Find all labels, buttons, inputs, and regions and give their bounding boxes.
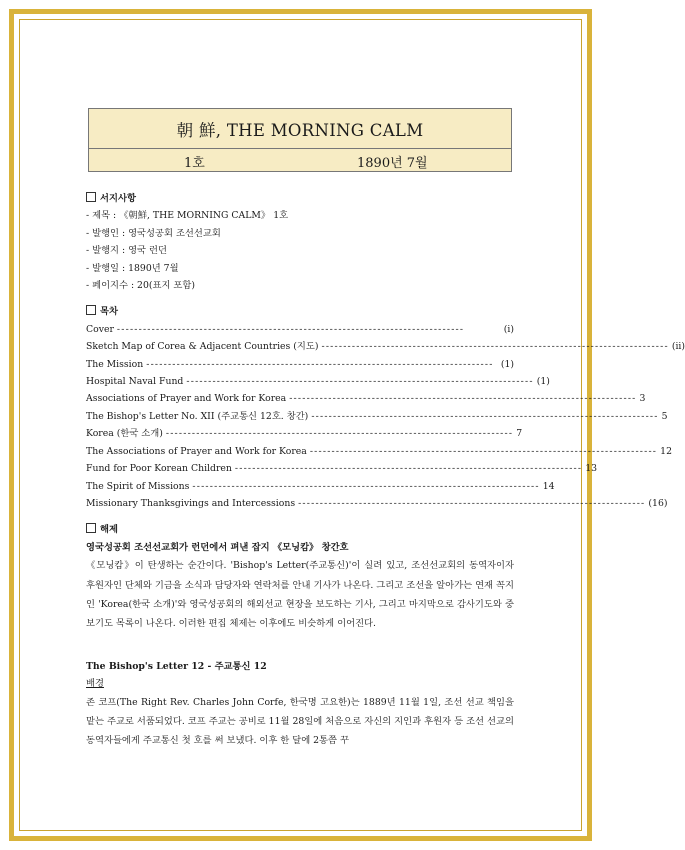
toc-entry-title: Associations of Prayer and Work for Korea [86,393,287,405]
toc-entry-page: (ii) [671,341,685,353]
toc-entry-title: Missionary Thanksgivings and Intercessions [86,497,296,509]
bibliography-line: - 발행지 : 영국 런던 [86,245,167,257]
toc-heading: 목차 [86,303,514,320]
toc-entry-page: (16) [648,497,668,509]
toc-entry-page: (1) [536,376,550,388]
issue-row [89,149,511,172]
toc-entry [86,356,514,373]
toc-entry [86,390,646,407]
toc-dash-leader: -------------------------------------------------------------------------------- [186,376,534,388]
letter-body: 존 코프(The Right Rev. Charles John Corfe, 한국명 고요한)는 1889년 11월 1일, 조선 선교 책임을 맡는 주교로 서품되었다. 코프 주교는 공비로 11월 28일에 처음으로 자신의 지인과 후원자 등 조선 선교의 동역자들에게 주교통신 첫 호를 써 보냈다. 이후 한 달에 2통쯤 꾸 [86,696,514,747]
commentary-subtitle: 영국성공회 조선선교회가 런던에서 펴낸 잡지 《모닝캄》 창간호 [86,541,349,553]
toc-entry [86,443,672,460]
bibliography-line: - 페이지수 : 20(표지 포함) [86,280,196,292]
commentary-body: 《모닝캄》이 탄생하는 순간이다. 'Bishop's Letter(주교통신)'이 실려 있고, 조선선교회의 동역자이자 후원자인 단체와 기금을 소식과 담당자와 연락처를 안내 기사가 나온다. 그리고 조선을 알아가는 연재 꼭지인 'Korea(한국 소개)'와 영국성공회의 해외선교 현장을 보도하는 기사, 그리고 마지막으로 감사기도와 중보기도 목록이 나온다. 이러한 편집 체제는 이후에도 비슷하게 이어진다. [86,560,514,630]
letter-title: The Bishop's Letter 12 - 주교통신 12 [86,660,267,672]
toc-dash-leader: -------------------------------------------------------------------------------- [234,463,583,475]
toc-entry-title: Sketch Map of Corea & Adjacent Countries (지도) [86,341,319,353]
toc-entry-page: 14 [542,480,555,492]
title-box [88,108,512,172]
toc-entry-title: Korea (한국 소개) [86,428,163,440]
document-body [86,190,685,751]
toc-entry-title: The Spirit of Missions [86,480,190,492]
toc-dash-leader: -------------------------------------------------------------------------------- [146,358,494,370]
toc-dash-leader: -------------------------------------------------------------------------------- [165,428,514,440]
toc-entry-title: The Mission [86,358,144,370]
checkbox-square-icon [86,523,96,533]
toc-entry [86,373,550,390]
bibliography-heading: 서지사항 [86,190,514,207]
letter-background-label: 배경 [86,678,104,690]
journal-title: 朝 鮮, THE MORNING CALM [89,109,511,149]
bibliography-line: - 발행일 : 1890년 7월 [86,262,179,274]
toc-entry [86,495,668,512]
toc-entry-title: Hospital Naval Fund [86,376,184,388]
toc-entry-page: (1) [500,358,514,370]
toc-entry [86,460,598,477]
toc-entry-title: Cover [86,323,114,335]
toc-dash-leader: -------------------------------------------------------------------------------- [311,410,659,422]
toc-entry [86,408,668,425]
toc-entry-title: Fund for Poor Korean Children [86,463,232,475]
toc-entry-page: 13 [585,463,598,475]
toc-dash-leader: -------------------------------------------------------------------------------- [321,341,669,353]
commentary-heading: 해제 [86,521,514,538]
checkbox-square-icon [86,192,96,202]
toc-entry-title: The Bishop's Letter No. XII (주교통신 12호. 창간) [86,410,309,422]
toc-entry-page: 5 [661,410,668,422]
toc-dash-leader: -------------------------------------------------------------------------------- [298,497,646,509]
checkbox-square-icon [86,305,96,315]
toc-list [86,321,685,512]
toc-entry-page: (i) [503,323,514,335]
toc-entry-title: The Associations of Prayer and Work for Korea [86,445,307,457]
toc-dash-leader: -------------------------------------------------------------------------------- [309,445,658,457]
toc-dash-leader: -------------------------------------------------------------------------------- [289,393,637,405]
toc-entry [86,321,514,338]
toc-entry-page: 7 [516,428,523,440]
toc-entry [86,478,555,495]
toc-entry [86,425,523,442]
issue-number: 1호 [184,156,205,171]
toc-entry-page: 3 [639,393,646,405]
toc-dash-leader: -------------------------------------------------------------------------------- [192,480,540,492]
toc-entry [86,338,685,355]
bibliography-line: - 발행인 : 영국성공회 조선선교회 [86,227,221,239]
toc-dash-leader: -------------------------------------------------------------------------------- [116,323,465,335]
bibliography-line: - 제목 : 《朝鮮, THE MORNING CALM》 1호 [86,210,289,222]
toc-entry-page: 12 [660,445,672,457]
issue-date: 1890년 7월 [357,156,428,171]
